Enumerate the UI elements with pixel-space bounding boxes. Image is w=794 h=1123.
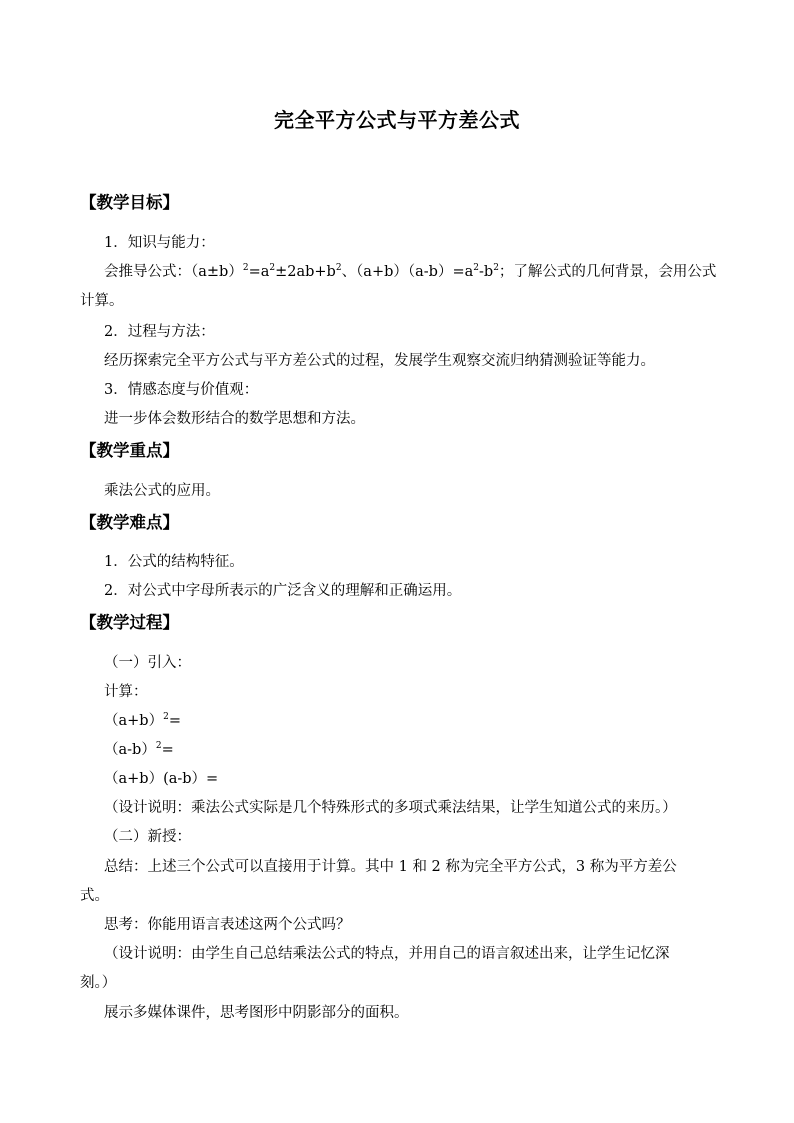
goal-item-3-text: 进一步体会数形结合的数学思想和方法。: [104, 411, 365, 427]
process-new: （二）新授：: [104, 829, 191, 845]
difficulty-heading: 【教学难点】: [80, 513, 179, 532]
expression-1: $(a+b)^2=$: [104, 712, 181, 729]
expression-2: $(a-b)^2=$: [104, 741, 174, 758]
key-text: 乘法公式的应用。: [104, 483, 220, 499]
process-heading: 【教学过程】: [80, 613, 179, 632]
process-summary-continuation: 式。: [80, 888, 109, 904]
expression-3: （a+b）(a-b）=: [104, 771, 219, 787]
goal-item-2-label: 2．过程与方法：: [104, 324, 215, 340]
design-note-1: （设计说明：乘法公式实际是几个特殊形式的多项式乘法结果，让学生知道公式的来历。）: [104, 800, 677, 816]
goals-heading: 【教学目标】: [80, 193, 179, 212]
process-compute: 计算：: [104, 684, 148, 700]
difficulty-item-2: 2．对公式中字母所表示的广泛含义的理解和正确运用。: [104, 583, 462, 599]
goal-item-1-text: 会推导公式：$(a\pm b)^2=a^2\pm 2ab+b^2$、$(a+b)(a-b)=a^2-b^2$；了解公式的几何背景，会用公式: [104, 263, 717, 280]
process-think: 思考：你能用语言表述这两个公式吗？: [104, 917, 351, 933]
goal-item-2-text: 经历探索完全平方公式与平方差公式的过程，发展学生观察交流归纳猜测验证等能力。: [104, 353, 655, 369]
process-show: 展示多媒体课件，思考图形中阴影部分的面积。: [104, 1005, 409, 1021]
goal-item-1-continuation: 计算。: [80, 293, 124, 309]
design-note-2-continuation: 刻。）: [80, 975, 117, 991]
difficulty-item-1: 1．公式的结构特征。: [104, 554, 244, 570]
process-intro: （一）引入：: [104, 655, 191, 671]
process-summary: 总结：上述三个公式可以直接用于计算。其中 1 和 2 称为完全平方公式，3 称为平方差公: [104, 859, 677, 875]
design-note-2: （设计说明：由学生自己总结乘法公式的特点，并用自己的语言叙述出来，让学生记忆深: [104, 946, 670, 962]
goal-item-3-label: 3．情感态度与价值观：: [104, 382, 259, 398]
page-title: 完全平方公式与平方差公式: [274, 108, 520, 132]
goal-item-1-label: 1．知识与能力：: [104, 235, 215, 251]
key-heading: 【教学重点】: [80, 441, 179, 460]
